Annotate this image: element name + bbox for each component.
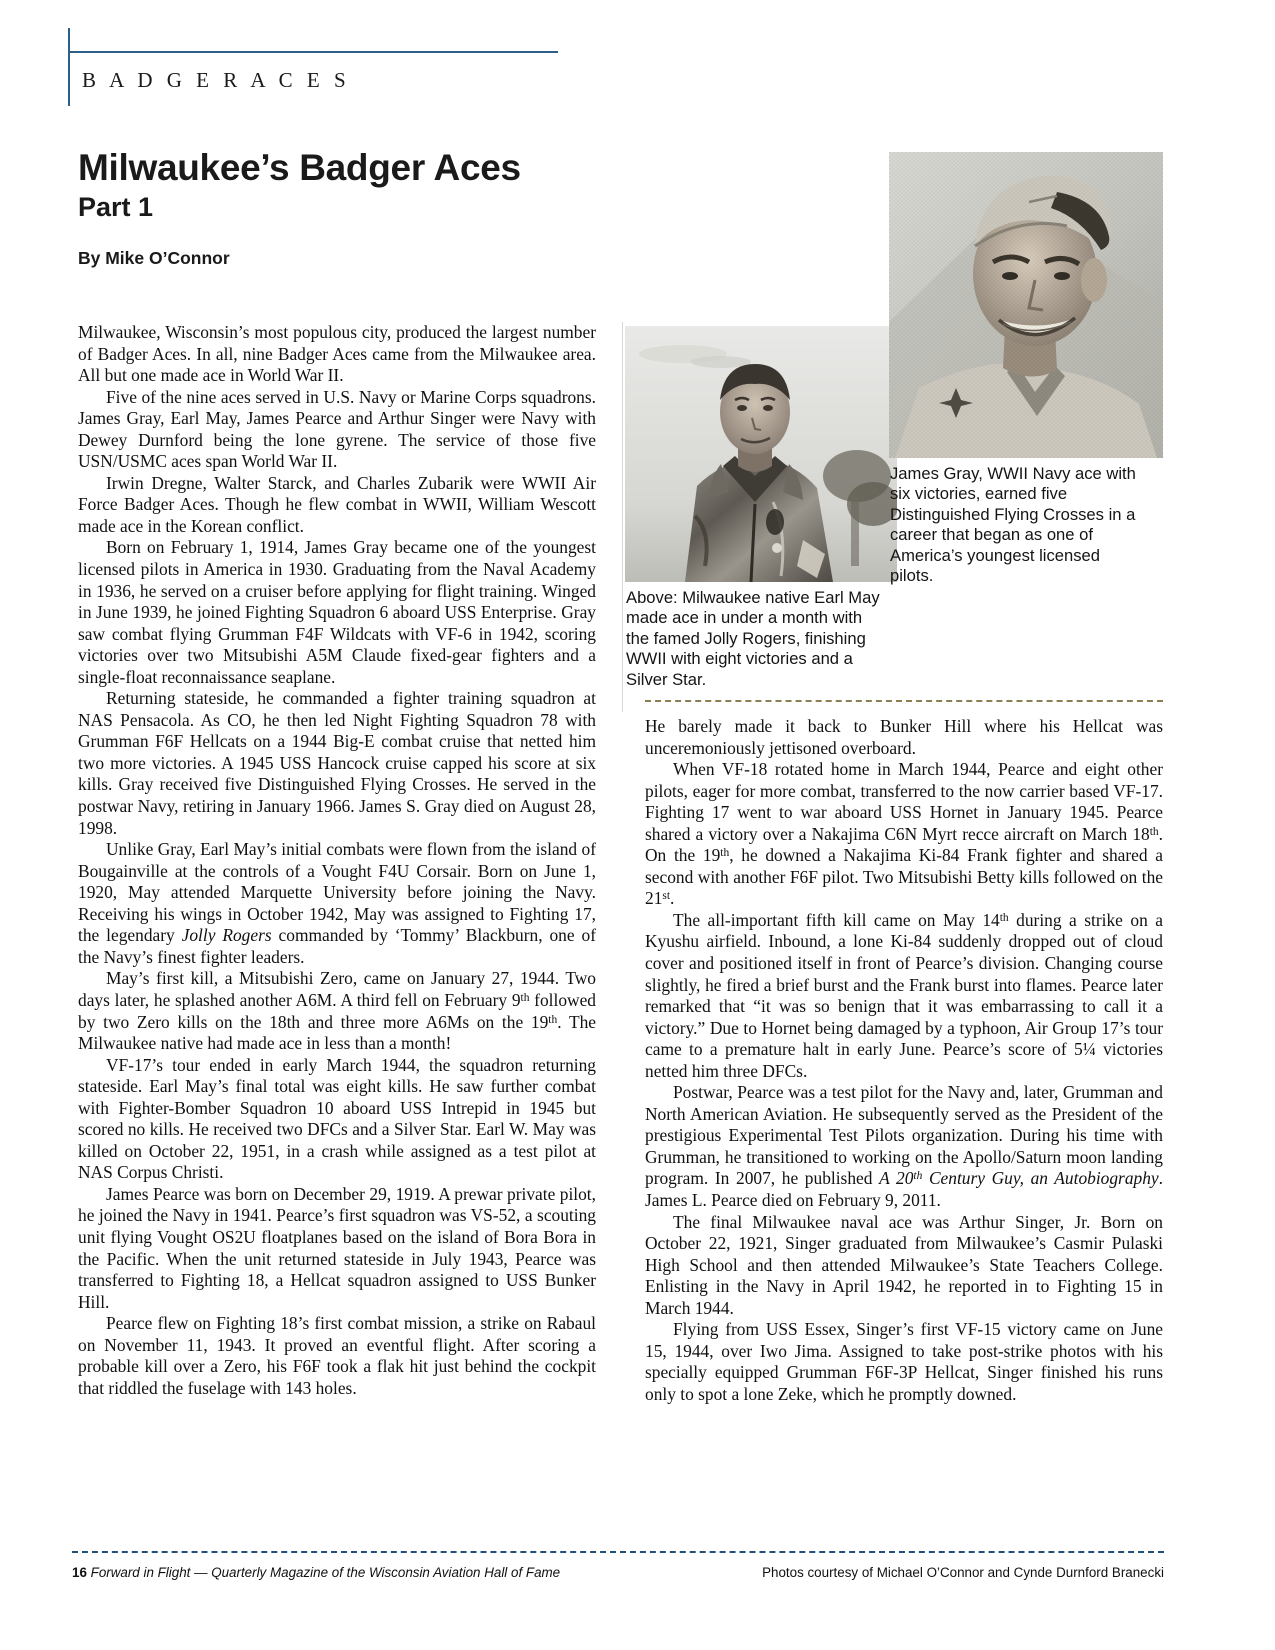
title-block bbox=[78, 148, 598, 268]
body-paragraph: James Pearce was born on December 29, 1919. A prewar private pilot, he joined the Navy in 1941. Pearce’s first squadron was VS-52, a scouting unit flying Vought OS2U floatplanes based on the island of Bora Bora in the Pacific. When the unit returned stateside in July 1943, Pearce was transferred to Fighting 18, a Hellcat squadron assigned to USS Bunker Hill. bbox=[78, 1183, 596, 1312]
masthead-horizontal-rule bbox=[68, 51, 558, 53]
body-paragraph: Milwaukee, Wisconsin’s most populous city, produced the largest number of Badger Aces. In all, nine Badger Aces came from the Milwaukee area. All but one made ace in World War II. bbox=[78, 322, 596, 386]
masthead-vertical-rule bbox=[68, 28, 70, 106]
photo-earl-may-image bbox=[625, 326, 897, 582]
footer-divider bbox=[72, 1551, 1164, 1553]
photo-earl-may bbox=[625, 326, 897, 582]
section-divider-dashed bbox=[645, 700, 1163, 702]
caption-james-gray: James Gray, WWII Navy ace with six victories, earned five Distinguished Flying Crosses in a career that began as one of America’s youngest licensed pilots. bbox=[890, 464, 1136, 586]
photo-james-gray-image bbox=[889, 152, 1163, 458]
page-subtitle: Part 1 bbox=[78, 192, 154, 222]
body-column-right bbox=[645, 716, 1163, 1406]
masthead-label: B A D G E R A C E S bbox=[82, 68, 351, 92]
body-paragraph: Postwar, Pearce was a test pilot for the Navy and, later, Grumman and North American Aviation. He subsequently served as the President of the prestigious Experimental Test Pilots organization. During his time with Grumman, he transitioned to working on the Apollo/Saturn moon landing program. In 2007, he published A 20th Century Guy, an Autobiography. James L. Pearce died on February 9, 2011. bbox=[645, 1082, 1163, 1211]
body-column-left bbox=[78, 322, 596, 1399]
page-footer bbox=[72, 1565, 1164, 1591]
body-paragraph: He barely made it back to Bunker Hill where his Hellcat was unceremoniously jettisoned overboard. bbox=[645, 716, 1163, 758]
body-paragraph: Five of the nine aces served in U.S. Navy or Marine Corps squadrons. James Gray, Earl May, James Pearce and Arthur Singer were Navy with Dewey Durnford being the lone gyrene. The service of those five USN/USMC aces span World War II. bbox=[78, 386, 596, 472]
body-paragraph: Returning stateside, he commanded a fighter training squadron at NAS Pensacola. As CO, he then led Night Fighting Squadron 78 with Grumman F6F Hellcats on a 1944 Big-E combat cruise that netted him two more victories. A 1945 USS Hancock cruise capped his score at six kills. Gray received five Distinguished Flying Crosses. He served in the postwar Navy, retiring in January 1966. James S. Gray died on August 28, 1998. bbox=[78, 688, 596, 838]
body-paragraph: VF-17’s tour ended in early March 1944, the squadron returning stateside. Earl May’s final total was eight kills. He saw further combat with Fighter-Bomber Squadron 10 aboard USS Intrepid in 1945 but scored no kills. He received two DFCs and a Silver Star. Earl W. May was killed on October 22, 1951, in a crash while assigned as a test pilot at NAS Corpus Christi. bbox=[78, 1054, 596, 1183]
footer-page-number: 16 bbox=[72, 1565, 87, 1580]
masthead bbox=[68, 28, 558, 106]
body-paragraph: Unlike Gray, Earl May’s initial combats were flown from the island of Bougainville at the controls of a Vought F4U Corsair. Born on June 1, 1920, May attended Marquette University before joining the Navy. Receiving his wings in October 1942, May was assigned to Fighting 17, the legendary Jolly Rogers commanded by ‘Tommy’ Blackburn, one of the Navy’s finest fighter leaders. bbox=[78, 839, 596, 967]
body-paragraph: Pearce flew on Fighting 18’s first combat mission, a strike on Rabaul on November 11, 1943. It proved an eventful flight. After scoring a probable kill over a Zero, his F6F took a flak hit just behind the cockpit that riddled the fuselage with 143 holes. bbox=[78, 1313, 596, 1398]
footer-photo-credit: Photos courtesy of Michael O’Connor and Cynde Durnford Branecki bbox=[762, 1565, 1164, 1580]
caption-earl-may: Above: Milwaukee native Earl May made ace in under a month with the famed Jolly Rogers, finishing WWII with eight victories and a Silver Star. bbox=[626, 588, 880, 689]
body-paragraph: Irwin Dregne, Walter Starck, and Charles Zubarik were WWII Air Force Badger Aces. Though he flew combat in WWII, William Wescott made ace in the Korean conflict. bbox=[78, 472, 596, 536]
body-paragraph: May’s first kill, a Mitsubishi Zero, came on January 27, 1944. Two days later, he splashed another A6M. A third fell on February 9th followed by two Zero kills on the 18th and three more A6Ms on the 19th. The Milwaukee native had made ace in less than a month! bbox=[78, 968, 597, 1054]
photo-james-gray bbox=[889, 152, 1163, 458]
figure-group bbox=[624, 152, 1169, 712]
footer-magazine-title: Forward in Flight — Quarterly Magazine of the Wisconsin Aviation Hall of Fame bbox=[90, 1565, 561, 1580]
body-paragraph: The final Milwaukee naval ace was Arthur Singer, Jr. Born on October 22, 1921, Singer graduated from Milwaukee’s Casmir Pulaski High School and then attended Milwaukee’s State Teachers College. Enlisting in the Navy in April 1942, he reported in to Fighting 15 in March 1944. bbox=[645, 1211, 1163, 1318]
column-divider bbox=[622, 322, 623, 712]
body-paragraph: Flying from USS Essex, Singer’s first VF-15 victory came on June 15, 1944, over Iwo Jima. Assigned to take post-strike photos with his specially equipped Grumman F6F-3P Hellcat, Singer finished his runs only to spot a lone Zeke, which he promptly downed. bbox=[645, 1319, 1163, 1404]
body-paragraph: When VF-18 rotated home in March 1944, Pearce and eight other pilots, eager for more combat, transferred to the now carrier based VF-17. Fighting 17 went to war aboard USS Hornet in January 1945. Pearce shared a victory over a Nakajima C6N Myrt recce aircraft on March 18th. On the 19th, he downed a Nakajima Ki-84 Frank fighter and shared a second with another F6F pilot. Two Mitsubishi Betty kills followed on the 21st. bbox=[645, 759, 1163, 909]
byline: By Mike O’Connor bbox=[78, 248, 230, 268]
page-title: Milwaukee’s Badger Aces bbox=[78, 147, 521, 188]
body-paragraph: Born on February 1, 1914, James Gray became one of the youngest licensed pilots in America in 1930. Graduating from the Naval Academy in 1936, he served on a cruiser before applying for flight training. Winged in June 1939, he joined Fighting Squadron 6 aboard USS Enterprise. Gray saw combat flying Grumman F4F Wildcats with VF-6 in 1942, scoring victories over two Mitsubishi A5M Claude fixed-gear fighters and a single-float reconnaissance seaplane. bbox=[78, 537, 596, 687]
footer-left bbox=[72, 1565, 560, 1580]
body-paragraph: The all-important fifth kill came on May 14th during a strike on a Kyushu airfield. Inbound, a lone Ki-84 suddenly dropped out of cloud cover and positioned itself in front of Pearce’s division. Changing course slightly, he fired a brief burst and the Frank burst into flames. Pearce later remarked that “it was so benign that it was embarrassing to call it a victory.” Due to Hornet being damaged by a typhoon, Air Group 17’s tour came to a premature halt in early June. Pearce’s score of 5¼ victories netted him three DFCs. bbox=[645, 909, 1163, 1081]
